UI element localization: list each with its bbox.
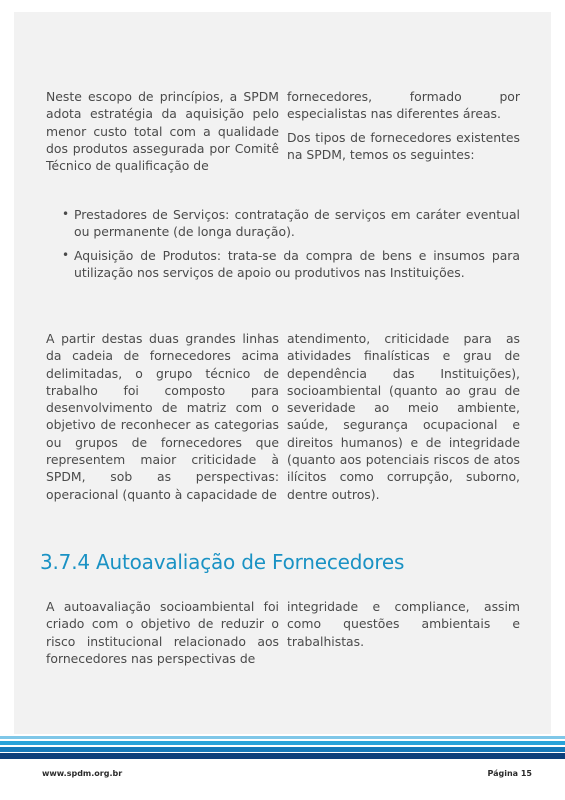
supplier-types-list [62, 206, 520, 287]
self-assessment-right-paragraph: integridade e compliance, assim como questões ambientais e trabalhistas. [287, 599, 520, 649]
footer-stripes [0, 736, 565, 762]
section-heading: 3.7.4 Autoavaliação de Fornecedores [40, 550, 405, 574]
intro-right-column [287, 88, 520, 180]
list-item [62, 206, 520, 241]
intro-left-paragraph: Neste escopo de princípios, a SPDM adota estratégia da aquisição pelo menor custo total com a qualidade dos produtos assegurada por Comitê Técnico de qualificação de [46, 89, 279, 174]
self-assessment-right-column [287, 598, 520, 673]
intro-right-paragraph-1: fornecedores, formado por especialistas nas diferentes áreas. [287, 89, 520, 122]
intro-columns [46, 88, 520, 180]
matrix-columns [46, 330, 520, 509]
intro-right-paragraph-2: Dos tipos de fornecedores existentes na SPDM, temos os seguintes: [287, 129, 520, 162]
self-assessment-left-paragraph: A autoavaliação socioambiental foi criado com o objetivo de reduzir o risco institucional relacionado aos fornecedores nas perspectivas de [46, 599, 279, 666]
intro-left-column [46, 88, 279, 180]
page-number: Página 15 [487, 769, 532, 778]
self-assessment-columns [46, 598, 520, 673]
matrix-right-paragraph: atendimento, criticidade para as atividades finalísticas e grau de dependência das Instituições), socioambiental (quanto ao grau de severidade ao meio ambiente, saúde, segurança ocupacional e direitos humanos) e de integridade (quanto aos potenciais riscos de atos ilícitos como corrupção, suborno, dentre outros). [287, 331, 520, 502]
list-item [62, 247, 520, 282]
self-assessment-left-column [46, 598, 279, 673]
matrix-right-column [287, 330, 520, 509]
bullet-icon: • [62, 207, 70, 221]
footer-url: www.spdm.org.br [42, 769, 123, 778]
matrix-left-column [46, 330, 279, 509]
list-item-text: Aquisição de Produtos: trata-se da compra de bens e insumos para utilização nos serviços de apoio ou produtivos nas Instituições. [74, 247, 520, 280]
bullet-icon: • [62, 247, 70, 262]
stripe-7 [0, 753, 565, 759]
list-item-text: Prestadores de Serviços: contratação de serviços em caráter eventual ou permanente (de longa duração). [74, 207, 520, 240]
matrix-left-paragraph: A partir destas duas grandes linhas da cadeia de fornecedores acima delimitadas, o grupo técnico de trabalho foi composto para desenvolvimento de matriz com o objetivo de reconhecer as categorias ou grupos de fornecedores que representem maior criticidade à SPDM, sob as perspectivas: operacional (quanto à capacidade de [46, 331, 279, 502]
